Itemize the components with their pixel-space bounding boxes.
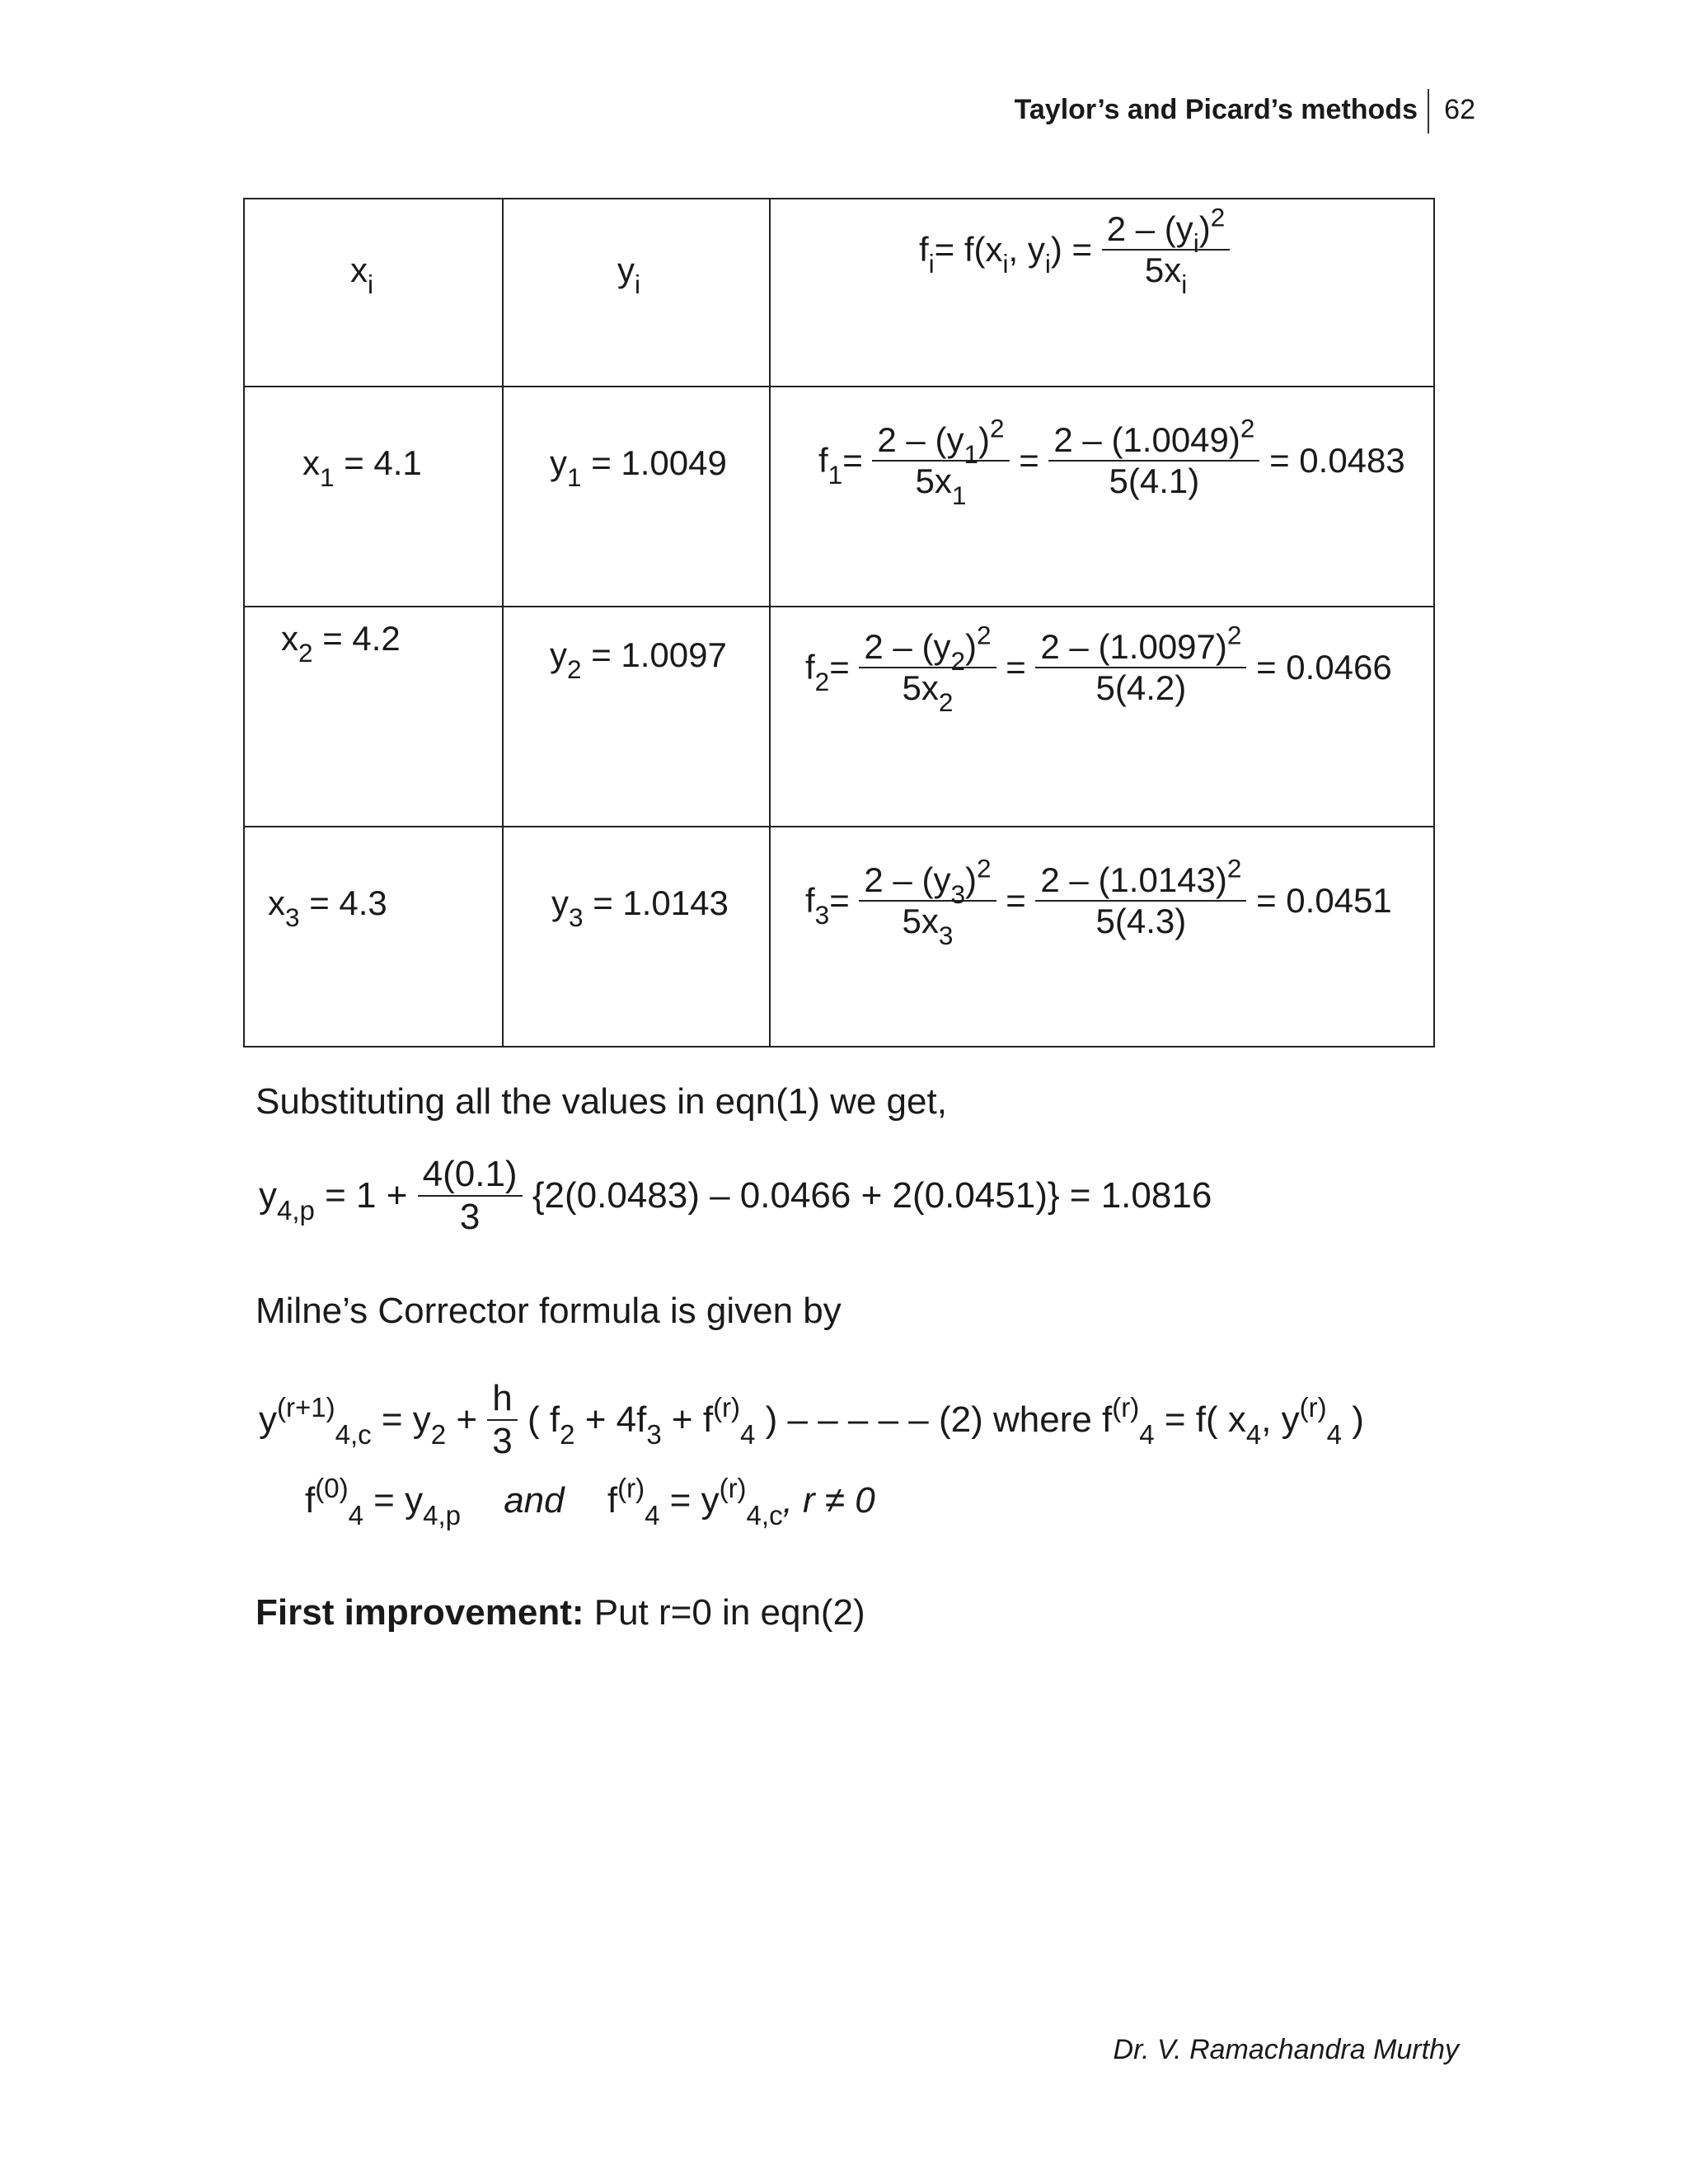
- x-value: $x_1 = 4.1$: [302, 443, 422, 493]
- table-cell-y: [503, 607, 770, 827]
- table-cell-f: [770, 387, 1434, 607]
- table-row: [244, 607, 1434, 827]
- page-footer-author: Dr. V. Ramachandra Murthy: [1113, 2034, 1459, 2065]
- table-cell-x: [244, 607, 503, 827]
- predictor-equation: $y_{4,p} = 1$ + $\frac{4(0.1)}{3}$ {2(0.0483) – 0.0466 + 2(0.0451)} = 1.0816: [259, 1154, 1212, 1237]
- x-value: $x_2 = 4.2$: [281, 619, 401, 668]
- table-header-row: [244, 199, 1434, 387]
- page-header: [1014, 89, 1475, 135]
- table-cell-y: [503, 827, 770, 1047]
- f-computation: $f_2=$ $\frac{2 - (y_2)^2}{5x_2}$ = $\frac{2 - (1.0097)^2}{5(4.2)}$ = 0.0466: [805, 620, 1392, 718]
- header-x: $x_i$: [350, 251, 373, 300]
- header-y: $y_i$: [617, 251, 640, 300]
- initial-conditions: $f^{(0)}_4 = y_{4,p}$ and $f^{(r)}_4 = y^{(r)}_{4,c}$, r ≠ 0: [305, 1472, 875, 1530]
- table-cell-x: [244, 387, 503, 607]
- substituting-paragraph: Substituting all the values in eqn(1) we get,: [256, 1081, 947, 1122]
- page-number: 62: [1444, 94, 1475, 125]
- header-cell-y: [503, 199, 770, 387]
- f-computation: $f_1=$ $\frac{2 - (y_1)^2}{5x_1}$ = $\frac{2 - (1.0049)^2}{5(4.1)}$ = 0.0483: [818, 413, 1405, 511]
- header-separator: [1428, 89, 1429, 134]
- table-cell-f: [770, 607, 1434, 827]
- corrector-formula: $y^{(r+1)}_{4,c} = y_2$ + $\frac{h}{3}$ ( $f_2 + 4f_3 + f^{(r)}_4$ ) – – – – – (2) where $f^{(r)}_4 = f$( $x_4$, $y^{(r)}_4$ ): [259, 1378, 1364, 1461]
- running-title: Taylor’s and Picard’s methods: [1014, 94, 1418, 125]
- first-improvement: First improvement: Put r=0 in eqn(2): [256, 1592, 865, 1633]
- table-cell-x: [244, 827, 503, 1047]
- header-f-formula: $f_i= f(x_i$, $y_i$) = $\frac{2 - (y_i)^2}{5x_i}$: [919, 209, 1230, 290]
- milne-paragraph: Milne’s Corrector formula is given by: [256, 1291, 842, 1331]
- f-computation: $f_3=$ $\frac{2 - (y_3)^2}{5x_3}$ = $\frac{2 - (1.0143)^2}{5(4.3)}$ = 0.0451: [805, 853, 1392, 951]
- y-value: $y_1 = 1.0049$: [550, 443, 727, 493]
- x-value: $x_3 = 4.3$: [268, 883, 387, 933]
- table-cell-y: [503, 387, 770, 607]
- table-cell-f: [770, 827, 1434, 1047]
- y-value: $y_2 = 1.0097$: [550, 635, 727, 685]
- table-row: [244, 827, 1434, 1047]
- table-row: [244, 387, 1434, 607]
- header-cell-x: [244, 199, 503, 387]
- y-value: $y_3 = 1.0143$: [551, 883, 729, 933]
- values-table: [243, 198, 1435, 1047]
- header-cell-f: [770, 199, 1434, 387]
